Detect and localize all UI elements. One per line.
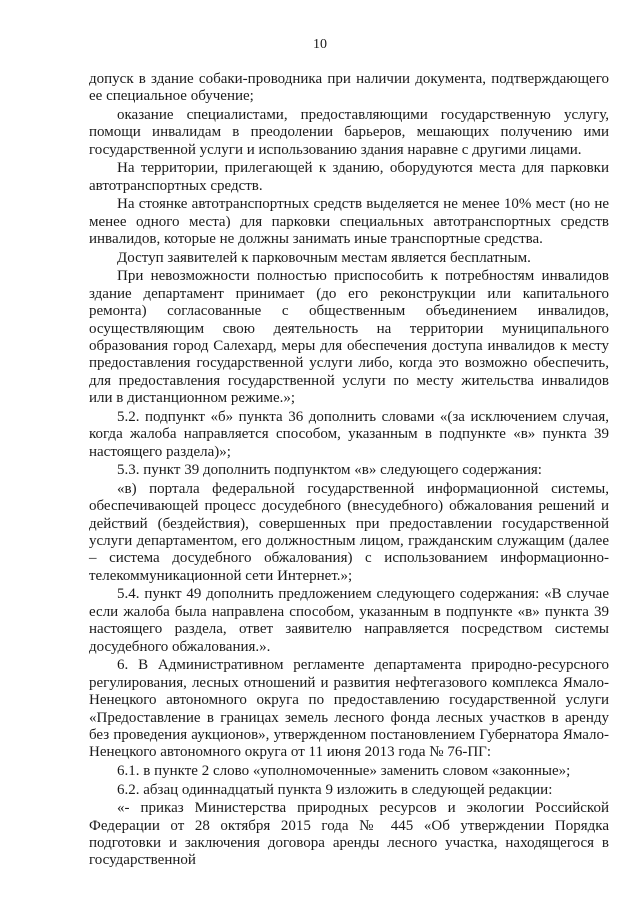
paragraph-13: 6.2. абзац одиннадцатый пункта 9 изложить в следующей редакции:	[117, 781, 553, 798]
paragraph-7: 5.2. подпункт «б» пункта 36 дополнить словами «(за исключением случая, когда жалоба направляется способом, указанным в подпункте «в» пункта 39 настоящего раздела)»;	[89, 408, 609, 460]
paragraph-3: На территории, прилегающей к зданию, оборудуются места для парковки автотранспортных средств.	[89, 160, 609, 194]
document-body	[89, 71, 609, 871]
paragraph-12: 6.1. в пункте 2 слово «уполномоченные» заменить словом «законные»;	[117, 762, 571, 779]
paragraph-5: Доступ заявителей к парковочным местам является бесплатным.	[117, 249, 531, 266]
paragraph-11: 6. В Административном регламенте департамента природно-ресурсного регулирования, лесных отношений и развития нефтегазового комплекса Ямало-Ненецкого автономного округа по предоставлению государственной услуги «Предоставление в границах земель лесного фонда лесных участков в аренду без проведения аукционов», утвержденном постановлением Губернатора Ямало-Ненецкого автономного округа от 11 июня 2013 года № 76-ПГ:	[89, 657, 609, 761]
paragraph-4: На стоянке автотранспортных средств выделяется не менее 10% мест (но не менее одного места) для парковки специальных автотранспортных средств инвалидов, которые не должны занимать иные транспортные средства.	[89, 196, 609, 248]
paragraph-1: допуск в здание собаки-проводника при наличии документа, подтверждающего ее специальное обучение;	[89, 71, 609, 105]
page-number: 10	[313, 37, 327, 52]
paragraph-2: оказание специалистами, предоставляющими государственную услугу, помощи инвалидам в преодолении барьеров, мешающих получению ими государственной услуги и использованию здания наравне с другими лицами.	[89, 107, 609, 158]
paragraph-9: «в) портала федеральной государственной информационной системы, обеспечивающей процесс досудебного (внесудебного) обжалования решений и действий (бездействия), совершенных при предоставлении государственной услуги департаментом, его должностным лицом, гражданским служащим (далее – система досудебного обжалования) с использованием информационно-телекоммуникационной сети Интернет.»;	[89, 480, 609, 584]
paragraph-10: 5.4. пункт 49 дополнить предложением следующего содержания: «В случае если жалоба была направлена способом, указанным в подпункте «в» пункта 39 настоящего раздела, ответ заявителю направляется посредством системы досудебного обжалования.».	[89, 586, 609, 655]
paragraph-8: 5.3. пункт 39 дополнить подпунктом «в» следующего содержания:	[117, 462, 542, 479]
paragraph-6: При невозможности полностью приспособить к потребностям инвалидов здание департамент принимает (до его реконструкции или капитального ремонта) согласованные с общественным объединением инвалидов, осуществляющим свою деятельность на территории муниципального образования город Салехард, меры для обеспечения доступа инвалидов к месту предоставления государственной услуги либо, когда это возможно обеспечить, для предоставления государственной услуги по месту жительства инвалидов или в дистанционном режиме.»;	[89, 268, 609, 407]
paragraph-14: «- приказ Министерства природных ресурсов и экологии Российской Федерации от 28 октября 2015 года № 445 «Об утверждении Порядка подготовки и заключения договора аренды лесного участка, находящегося в государственной	[89, 800, 609, 869]
